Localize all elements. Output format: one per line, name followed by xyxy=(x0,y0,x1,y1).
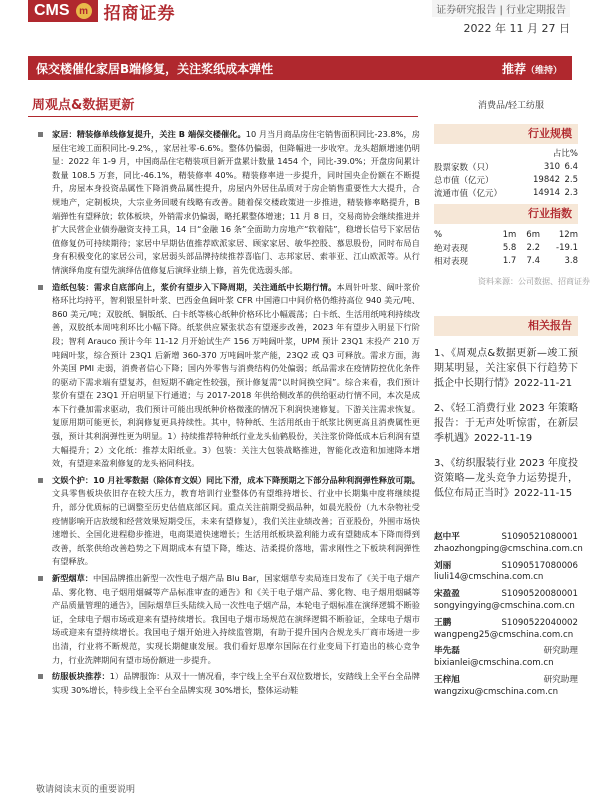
industry-label: 消费品/轻工纺服 xyxy=(478,101,545,111)
paragraph-lead: 造纸包装：需求自底部向上，浆价有望步入下降周期，关注通纸中长期行情。 xyxy=(52,281,337,292)
rating-label: 推荐 xyxy=(501,61,526,76)
paragraph-lead: 家居：精装修单线修复提升，关注 B 端保交楼催化。 xyxy=(52,129,246,139)
analyst-name: 王梓旭 xyxy=(434,674,460,685)
analyst-entry xyxy=(434,618,578,642)
paragraph-text: 纺服板块推荐：1）品牌服饰：从双十一情况看，李宁线上全平台双位数增长，安踏线上全平台全品牌实现 30%增长，特步线上全平台全品牌实现 30%增长，整体运动鞋 xyxy=(52,671,420,695)
table-row xyxy=(434,228,578,241)
cms-logo xyxy=(28,0,176,22)
analyst-id: 研究助理 xyxy=(543,646,578,657)
scale-value: 310 xyxy=(543,161,561,172)
analyst-list xyxy=(434,532,583,704)
section-divider xyxy=(28,116,418,117)
scale-pct: 2.3 xyxy=(564,187,578,198)
scale-label: 总市值（亿元） xyxy=(434,175,494,186)
perf-col-head: 1m xyxy=(502,229,517,240)
paragraph-apparel xyxy=(52,670,420,697)
scale-value: 14914 xyxy=(533,187,561,198)
paragraph-stationery xyxy=(52,474,420,569)
perf-value: 1.7 xyxy=(502,255,517,266)
perf-source: 资料来源：公司数据、招商证券 xyxy=(478,277,590,286)
table-row xyxy=(434,186,578,199)
bullet-icon xyxy=(38,285,43,290)
analyst-email[interactable]: songyingying@cmschina.com.cn xyxy=(434,600,575,611)
analyst-id: S1090520080001 xyxy=(501,589,578,600)
related-item[interactable]: 1、《周观点&数据更新—竣工预期某明显，关注家俱下行趋势下抵企中长期行情》2022-11-21 xyxy=(434,348,578,389)
analyst-email[interactable]: liuli14@cmschina.com.cn xyxy=(434,572,544,583)
analyst-entry xyxy=(434,561,578,585)
analyst-email[interactable]: bixianlei@cmschina.com.cn xyxy=(434,658,554,669)
report-header xyxy=(0,0,600,50)
scale-pct: 2.5 xyxy=(564,174,578,185)
paragraph-lead: 新型烟草： xyxy=(52,573,93,583)
analyst-email[interactable]: wangpeng25@cmschina.com.cn xyxy=(434,629,574,640)
analyst-entry xyxy=(434,675,578,699)
section-title: 周观点&数据更新 xyxy=(32,98,135,113)
scale-value: 19842 xyxy=(533,174,561,185)
title-banner xyxy=(28,56,572,80)
related-item[interactable]: 2、《轻工消费行业 2023 年策略报告：于无声处听惊雷，在新层季机遇》2022-11-19 xyxy=(434,403,578,444)
analyst-email[interactable]: zhaozhongping@cmschina.com.cn xyxy=(434,543,583,554)
analyst-id: S1090517080006 xyxy=(501,560,578,571)
paragraph-text: 文娱个护：10 月社零数据（除体育文娱）同比下滑，成本下降预期之下部分品种利润弹性释放可期。文具零售板块依旧存在较大压力，教育培训行业整体仍有望维持增长、行业中长期集中度将继续提升，部分优质标的已调整至历史估值底部区间。重点关注前期受损品种，如晨光股份（九木杂物社受疫情影响开店放缓和经营效果短期受压，未来有望修复），我们关注业绩改善；百亚股份，外围市场快速增长、全国化进程稳步推进，电商渠道快速增长；生活用纸板块盈利能力或有望随成本下降而得到改善，纸浆供给改善趋势之下周期成本有望下降，维达、洁柔提价落地，需求刚性之下板块利润弹性有望释放。 xyxy=(52,474,420,567)
analyst-id: 研究助理 xyxy=(543,674,578,685)
analyst-entry xyxy=(434,589,578,613)
logo-emblem-icon: m xyxy=(76,3,92,19)
scale-label: 股票家数（只） xyxy=(434,162,494,173)
analyst-name: 刘丽 xyxy=(434,560,452,571)
scale-unit-header: 占比% xyxy=(552,149,578,159)
perf-col-head: 6m xyxy=(526,229,540,240)
logo-en: CMS xyxy=(34,2,70,19)
analyst-id: S1090522040002 xyxy=(501,617,578,628)
perf-table xyxy=(434,228,578,267)
perf-value: 2.2 xyxy=(526,242,540,253)
paragraph-lead: 纺服板块推荐： xyxy=(52,671,110,682)
table-row xyxy=(434,241,578,254)
perf-value: 5.8 xyxy=(502,242,517,253)
table-row xyxy=(434,160,578,173)
paragraph-text: 家居：精装修单线修复提升，关注 B 端保交楼催化。10 月当月商品房住宅销售面积同比-23.8%，房屋住宅竣工面积同比-9.2%，，家居社零-6.6%。整体仍偏弱，但降幅进一步收窄。龙头超额增速仍明显：2022 年 1-9 月，中国商品住宅精装项目新开盘累计数量 1454 个，同比-39.0%；开盘房间累计数量 108.5 万套，同比-46.1%，精装修率 40%。精装修率进一步提升，同时国央企份额在不断提升，房屋本身投资品属性下降消费品属性提升，房屋内外居住品质对于房企销售重要性大大提升，合规地产，定制板块，大宗业务回暖有线略有改善。随着保交楼政策进一步推进，精装修率略提升，B 端弹性有望释放；软体板块，外销需求仍偏弱，略托累整体增速；11 月 8 日，交易商协会继续推进并扩大民营企业债券融资支持工具，14 日“金融 16 条”全面助力房地产“软着陆”，稳增长信号下家居估值修复仍可持续期待；家居中早期估值推荐欧派家居、顾家家居、敏华控股、慕思股份，同时布局自身有积极变化的家居公司，家居弱头部品牌持续推荐喜临门、志邦家居、索菲亚、江山欧派等。从行情演绎角度有望先演绎估值修复后演绎业绩上修，首先优选弱头部。 xyxy=(52,129,420,275)
analyst-email[interactable]: wangzixu@cmschina.com.cn xyxy=(434,686,559,697)
bullet-icon xyxy=(38,576,43,581)
perf-header: 行业指数 xyxy=(434,204,578,224)
paragraph-text: 造纸包装：需求自底部向上，浆价有望步入下降周期，关注通纸中长期行情。本周针叶浆、阔叶浆价格环比均持平，智利银星针叶浆、巴西金鱼阔叶浆 CFR 中国港口中间价格仍维持高位 940 美元/吨、860 美元/吨；双胶纸、铜版纸、白卡纸等核心纸种价格环比小幅震荡；白卡纸、生活用纸吨利持续改善，双胶纸本周吨利环比小幅下降。纸浆供应紧张状态有望逐步改善，2023 年有望步入明显下行阶段；智利 Arauco 预计今年 11-12 月开始试生产 156 万吨阔叶浆，UPM 预计 23Q1 末投产 210 万吨阔叶浆，综合预计 23Q1 后新增 360-370 万吨阔叶浆产能，23Q2 或 Q3 可释放。需求方面，海外美国 PMI 走弱，消费者信心下降；国内外零售与消费结构仍处偏弱；纸品需求在疫情防控优化条件的驱动下需求端有望复苏，但短期不确定性较强，预计修复需“以时间换空间”。综合来看，我们预计浆价有望在 23Q1 开启明显下行通道；与 2017-2018 年供给侧改革的供给驱动行情不同，本次是成本下行叠加需求驱动，我们预计可能出现纸种价格微涨的情况下利润快速修复。下游关注需求恢复。复原用期可能更长，利润修复更具持续性。其中，特种纸、生活用纸由于纸浆比例更高且消费属性更强，预计其利润弹性更为明显。1）持续推荐特种纸行业龙头仙鹤股份，关注浆价降低成本后利润有望大幅提升；2）文化纸：推荐太阳纸业。3）包装：关注大包装战略推进，智能化改造和加速降本增效，有望迎来盈利修复的龙头裕同科技。 xyxy=(52,281,420,469)
perf-label: 相对表现 xyxy=(434,256,469,267)
scale-pct: 6.4 xyxy=(564,161,578,172)
bullet-icon xyxy=(38,132,43,137)
table-row xyxy=(434,254,578,267)
table-row xyxy=(434,173,578,186)
footer-note: 敬请阅读末页的重要说明 xyxy=(36,785,136,795)
perf-col-head: 12m xyxy=(558,229,578,240)
perf-label: 绝对表现 xyxy=(434,243,469,254)
perf-value: 3.8 xyxy=(564,255,578,266)
bullet-icon xyxy=(38,674,43,679)
rating xyxy=(502,60,562,77)
paragraph-lead: 文娱个护：10 月社零数据（除体育文娱）同比下滑，成本下降预期之下部分品种利润弹性释放可期。 xyxy=(52,474,420,485)
analyst-name: 王鹏 xyxy=(434,617,452,628)
scale-table xyxy=(434,160,578,199)
paragraph-paper xyxy=(52,281,420,471)
report-date: 2022 年 11 月 27 日 xyxy=(463,22,570,35)
analyst-entry xyxy=(434,646,578,670)
paragraph-tobacco xyxy=(52,572,420,667)
report-title: 保交楼催化家居B端修复，关注浆纸成本弹性 xyxy=(36,61,274,76)
analyst-entry xyxy=(434,532,583,556)
scale-label: 流通市值（亿元） xyxy=(434,188,503,199)
paragraph-text: 新型烟草：中国品牌推出新型一次性电子烟产品 Blu Bar，国家烟草专卖局连日发布了《关于电子烟产品、雾化物、电子烟用烟碱等产品标准审查的通告》和《关于电子烟产品、雾化物、电子烟用烟碱等产品质量管理的通告》，国际烟草巨头陆续入局一次性电子烟产品，本轮电子烟标准在演绎逻辑不断验证，全球电子烟市场或迎来有望持续增长。我国电子烟市场规范在演绎逻辑不断验证，全球电子烟市场或迎来有望持续增长。我国电子烟开始进入持续监管期，有助于提升国内合规龙头厂商市场进一步出清，行业将不断规范，实现长期健康发展。我们看好思摩尔国际在行业变局下打造出的核心竞争力，行业洗牌期间有望市场份额进一步提升。 xyxy=(52,573,420,665)
analyst-name: 宋盈盈 xyxy=(434,589,460,600)
perf-value: 7.4 xyxy=(526,255,540,266)
analyst-id: S1090521080001 xyxy=(501,532,578,542)
paragraph-home xyxy=(52,128,420,278)
perf-value: -19.1 xyxy=(556,242,578,253)
related-list xyxy=(434,346,578,511)
related-item[interactable]: 3、《纺织服装行业 2023 年度投资策略—龙头竞争力运势提升，低位布局正当时》2022-11-15 xyxy=(434,458,578,499)
body-content xyxy=(52,128,420,700)
report-type: 证券研究报告 | 行业定期报告 xyxy=(432,0,570,17)
logo-cn: 招商证券 xyxy=(103,3,176,24)
related-header: 相关报告 xyxy=(434,316,578,336)
bullet-icon xyxy=(38,478,43,483)
scale-header: 行业规模 xyxy=(434,124,578,144)
analyst-name: 毕先磊 xyxy=(434,646,460,657)
perf-col-head: % xyxy=(434,229,443,240)
rating-note: （维持） xyxy=(525,65,562,76)
analyst-name: 赵中平 xyxy=(434,532,460,542)
